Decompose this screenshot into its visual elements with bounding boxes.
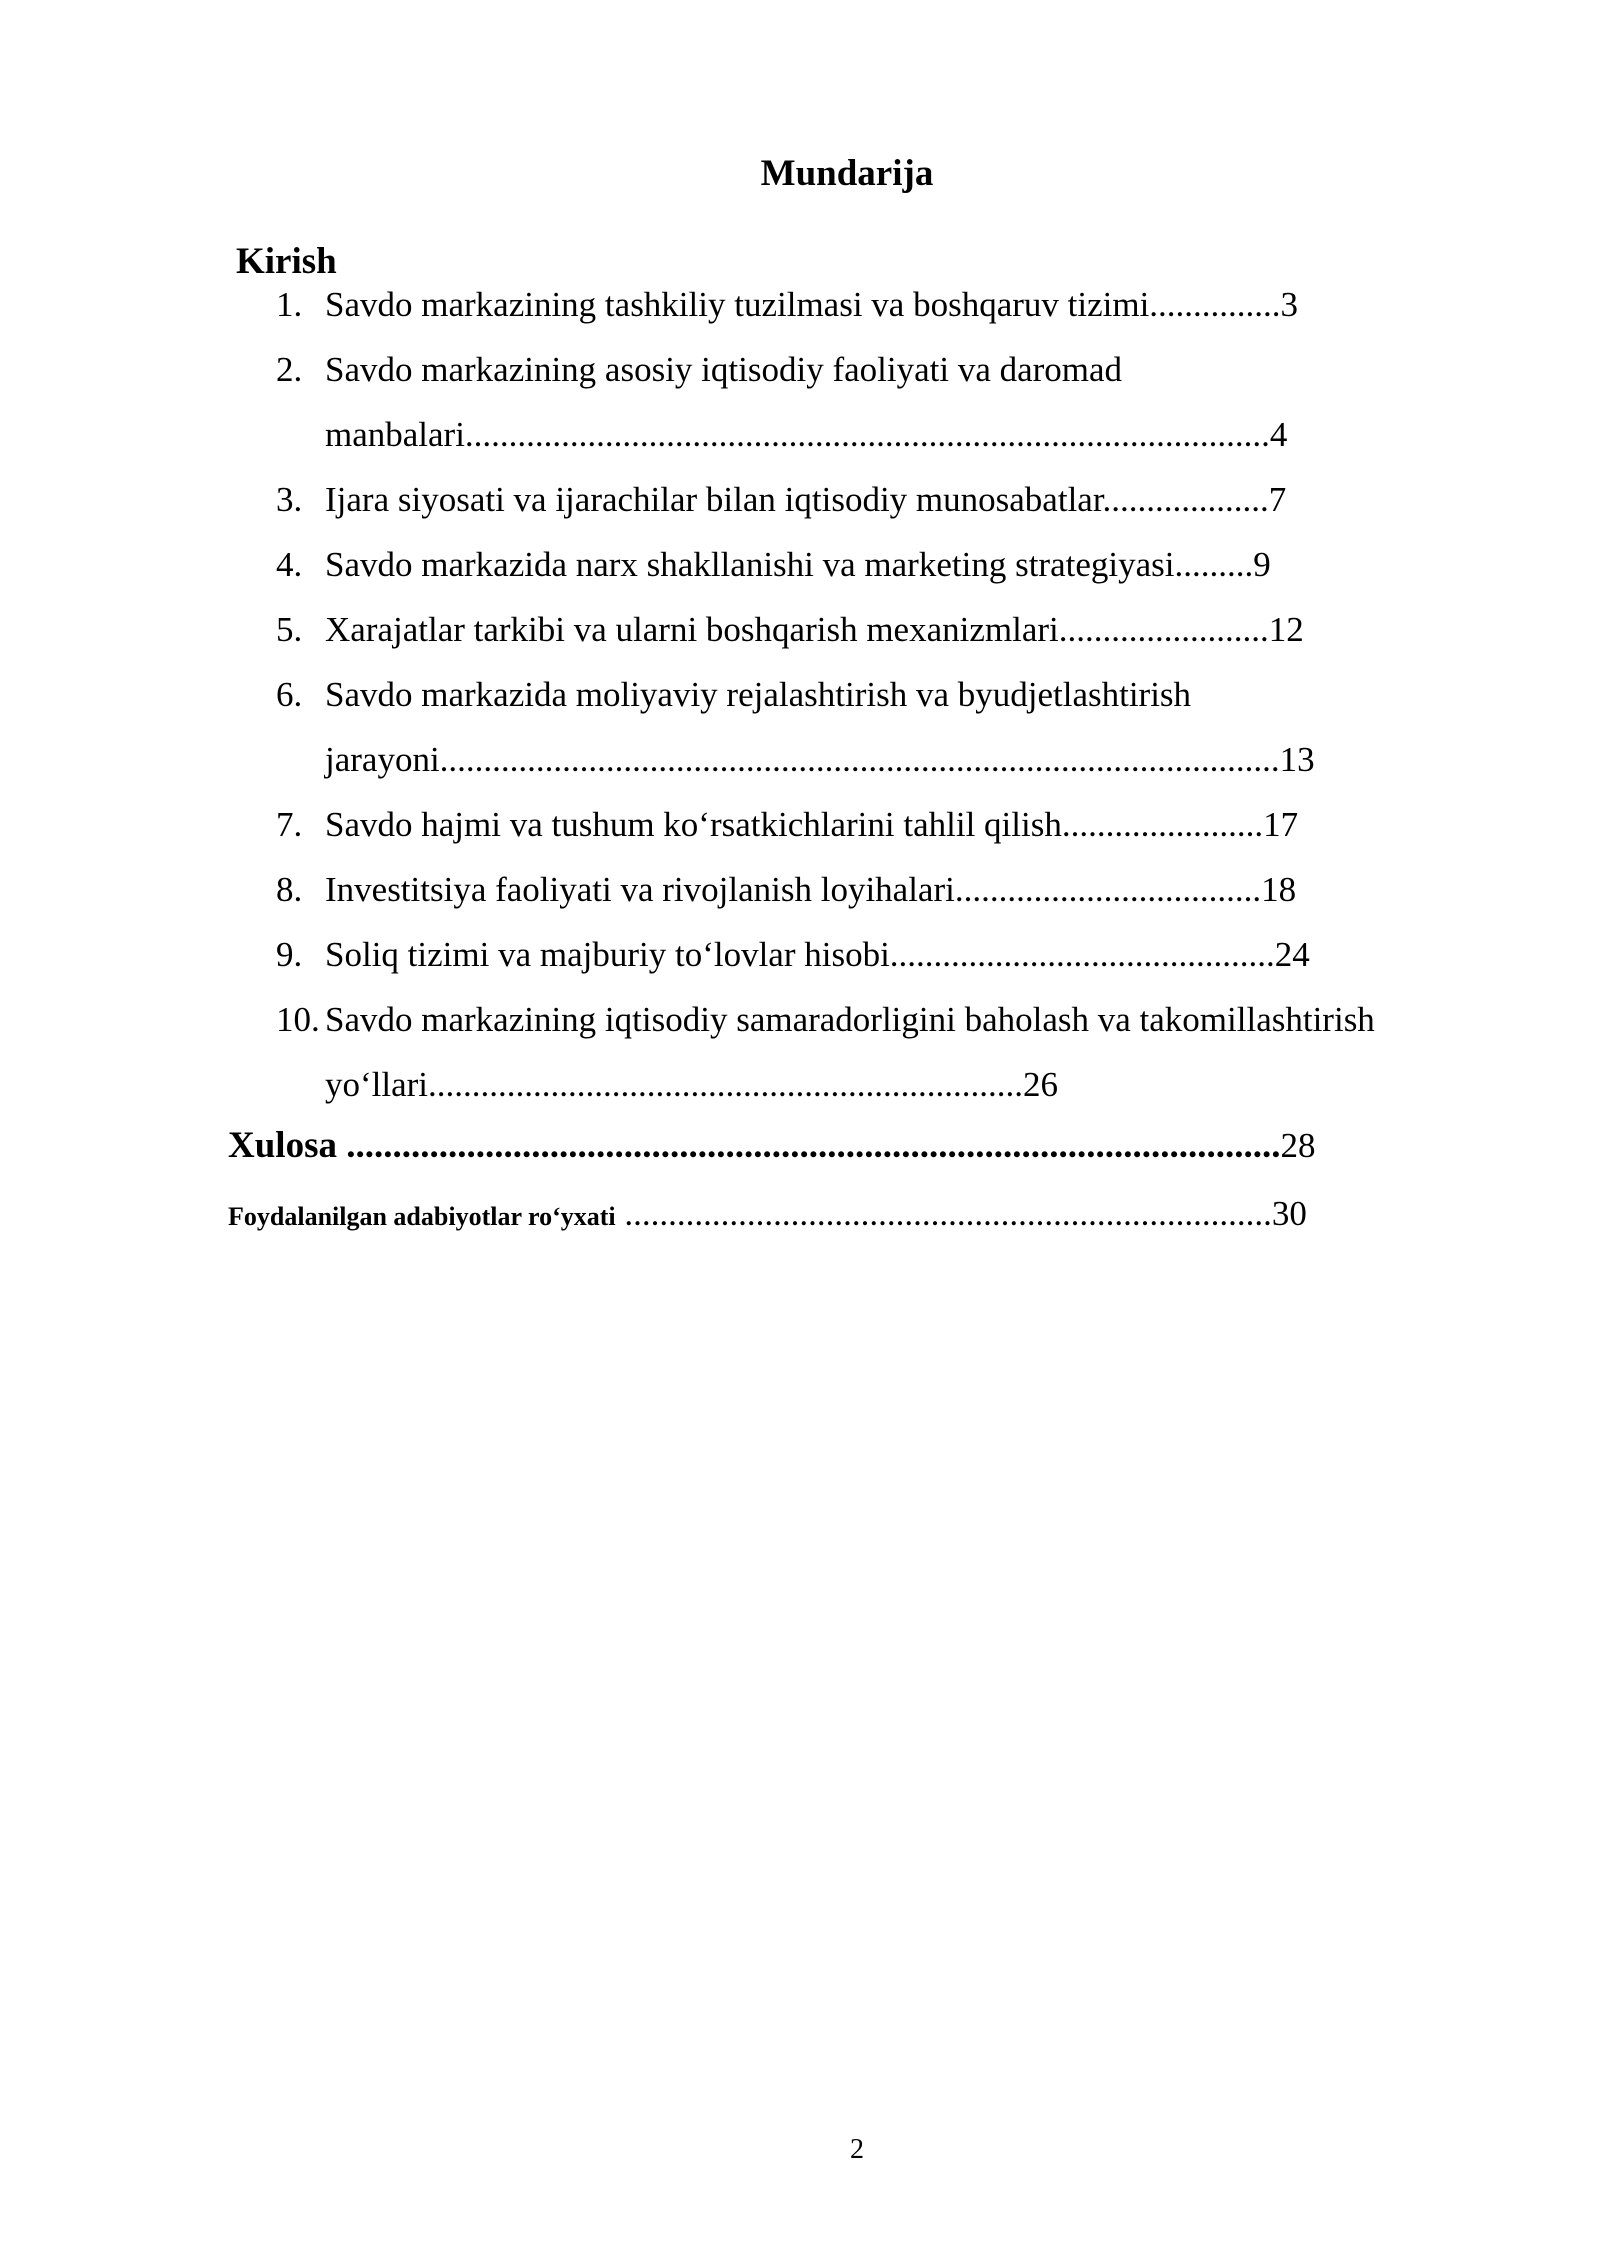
toc-entry-5-text: Xarajatlar tarkibi va ularni boshqarish mexanizmlari........................12 bbox=[325, 610, 1304, 649]
toc-conclusion-label: Xulosa ..................................................................................................... bbox=[228, 1125, 1281, 1166]
toc-references-page: 30 bbox=[1271, 1194, 1307, 1233]
toc-entry-8-text: Investitsiya faoliyati va rivojlanish loyihalari...................................18 bbox=[325, 870, 1297, 909]
toc-references-label: Foydalanilgan adabiyotlar ro‘yxati bbox=[228, 1202, 616, 1231]
page-number: 2 bbox=[850, 2134, 864, 2165]
toc-entry-10-number: 10. bbox=[276, 1000, 320, 1039]
toc-entry-3-text: Ijara siyosati va ijarachilar bilan iqtisodiy munosabatlar...................7 bbox=[325, 480, 1287, 519]
toc-entry-6-number: 6. bbox=[276, 675, 303, 714]
toc-references-dots: .......................................................................... bbox=[615, 1194, 1272, 1233]
toc-entry-1-number: 1. bbox=[276, 285, 303, 324]
toc-entry-5-number: 5. bbox=[276, 610, 303, 649]
toc-entry-2-text: Savdo markazining asosiy iqtisodiy faoliyati va daromad bbox=[325, 350, 1123, 389]
toc-entry-6-text: Savdo markazida moliyaviy rejalashtirish va byudjetlashtirish bbox=[325, 675, 1192, 714]
toc-conclusion-page: 28 bbox=[1280, 1126, 1316, 1165]
toc-entry-7-text: Savdo hajmi va tushum ko‘rsatkichlarini tahlil qilish.......................17 bbox=[325, 805, 1299, 844]
toc-references bbox=[228, 1190, 1307, 1241]
toc-entry-4-number: 4. bbox=[276, 545, 303, 584]
toc-title: Mundarija bbox=[760, 153, 934, 194]
toc-entry-9-number: 9. bbox=[276, 935, 303, 974]
toc-entry-7-number: 7. bbox=[276, 805, 303, 844]
toc-entry-3-number: 3. bbox=[276, 480, 303, 519]
toc-entry-4-text: Savdo markazida narx shakllanishi va marketing strategiyasi.........9 bbox=[325, 545, 1271, 584]
toc-entry-2-number: 2. bbox=[276, 350, 303, 389]
toc-intro: Kirish bbox=[236, 241, 337, 282]
toc-entry-9-text: Soliq tizimi va majburiy to‘lovlar hisobi............................................24 bbox=[325, 935, 1310, 974]
toc-entry-8-number: 8. bbox=[276, 870, 303, 909]
toc-entry-10-text: Savdo markazining iqtisodiy samaradorligini baholash va takomillashtirish bbox=[325, 1000, 1375, 1039]
toc-entry-10-continuation: yo‘llari....................................................................26 bbox=[325, 1065, 1059, 1104]
toc-entry-2-continuation: manbalari............................................................................................4 bbox=[325, 415, 1288, 454]
toc-conclusion bbox=[228, 1122, 1315, 1170]
toc-entry-6-continuation: jarayoni................................................................................................13 bbox=[325, 740, 1315, 779]
toc-entry-1-text: Savdo markazining tashkiliy tuzilmasi va boshqaruv tizimi...............3 bbox=[325, 285, 1299, 324]
